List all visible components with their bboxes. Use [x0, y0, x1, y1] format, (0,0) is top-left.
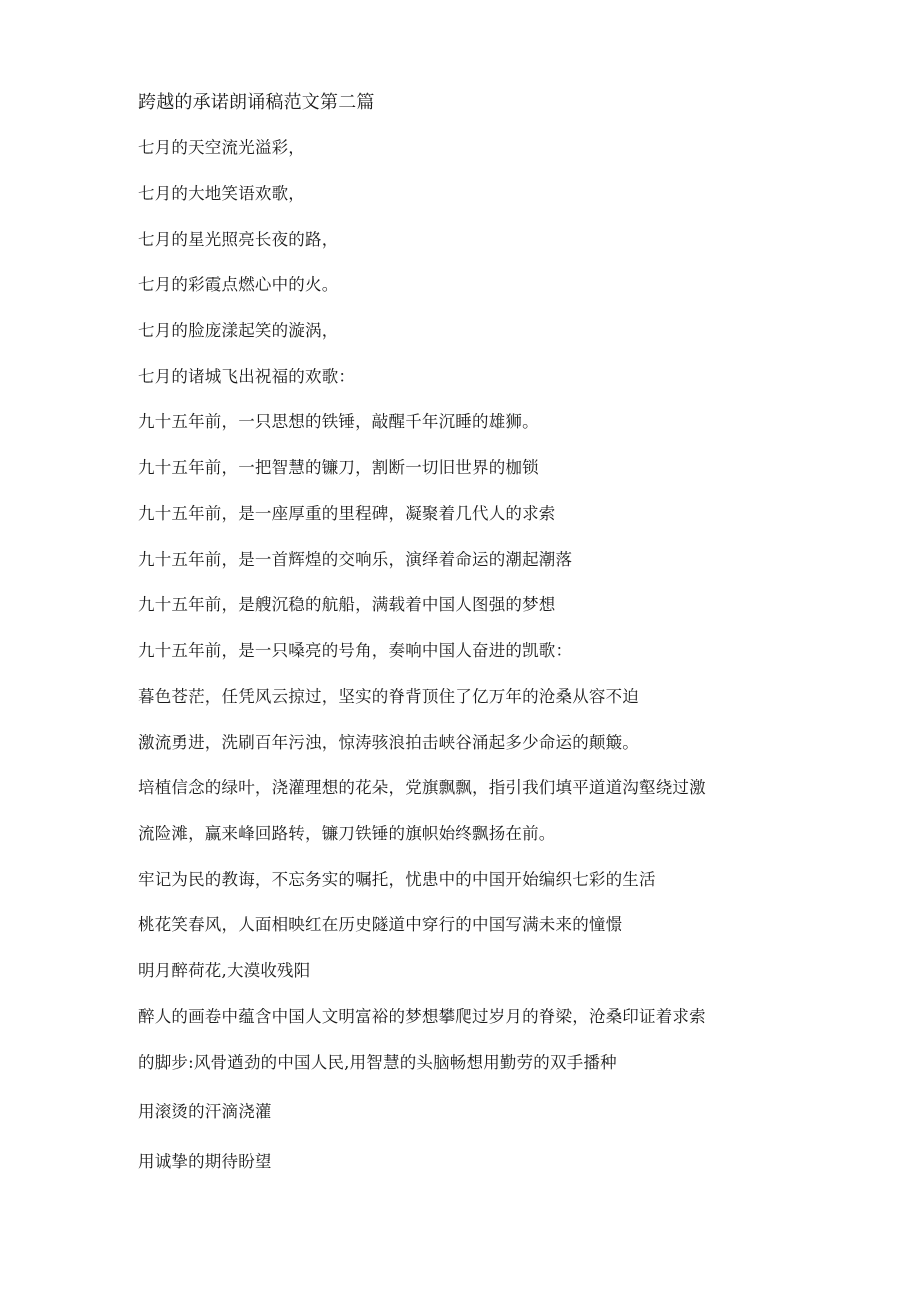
- text-line: 九十五年前，是一首辉煌的交响乐，演绎着命运的潮起潮落: [138, 550, 573, 569]
- text-line: 醉人的画卷中蕴含中国人文明富裕的梦想攀爬过岁月的脊梁，沧桑印证着求索: [138, 1007, 706, 1026]
- text-line: 九十五年前，一只思想的铁锤，敲醒千年沉睡的雄狮。: [138, 412, 539, 431]
- text-line: 七月的星光照亮长夜的路，: [138, 230, 339, 249]
- text-line: 七月的彩霞点燃心中的火。: [138, 275, 339, 294]
- text-line: 九十五年前，是一座厚重的里程碑，凝聚着几代人的求索: [138, 504, 556, 523]
- text-line: 七月的诸城飞出祝福的欢歌：: [138, 367, 356, 386]
- text-line: 的脚步:风骨遒劲的中国人民,用智慧的头脑畅想用勤劳的双手播种: [138, 1053, 617, 1072]
- text-line: 七月的脸庞漾起笑的漩涡，: [138, 321, 339, 340]
- document-title: 跨越的承诺朗诵稿范文第二篇: [138, 92, 375, 113]
- text-line: 暮色苍茫，任凭风云掠过，坚实的脊背顶住了亿万年的沧桑从容不迫: [138, 687, 639, 706]
- text-line: 流险滩，赢来峰回路转，镰刀铁锤的旗帜始终飘扬在前。: [138, 824, 556, 843]
- text-line: 七月的大地笑语欢歌，: [138, 184, 305, 203]
- text-line: 牢记为民的教诲，不忘务实的嘱托，忧患中的中国开始编织七彩的生活: [138, 870, 656, 889]
- text-line: 九十五年前，一把智慧的镰刀，割断一切旧世界的枷锁: [138, 458, 539, 477]
- text-line: 明月醉荷花,大漠收残阳: [138, 961, 311, 980]
- text-line: 桃花笑春风，人面相映红在历史隧道中穿行的中国写满未来的憧憬: [138, 915, 623, 934]
- text-line: 七月的天空流光溢彩，: [138, 138, 305, 157]
- text-line: 九十五年前，是一只嗓亮的号角，奏响中国人奋进的凯歌：: [138, 641, 573, 660]
- text-line: 培植信念的绿叶，浇灌理想的花朵，党旗飘飘，指引我们填平道道沟壑绕过激: [138, 778, 706, 797]
- text-line: 激流勇进，洗刷百年污浊，惊涛骇浪拍击峡谷涌起多少命运的颠簸。: [138, 733, 639, 752]
- text-line: 九十五年前，是艘沉稳的航船，满载着中国人图强的梦想: [138, 595, 556, 614]
- text-line: 用诚挚的期待盼望: [138, 1152, 272, 1171]
- text-line: 用滚烫的汗滴浇灌: [138, 1102, 272, 1121]
